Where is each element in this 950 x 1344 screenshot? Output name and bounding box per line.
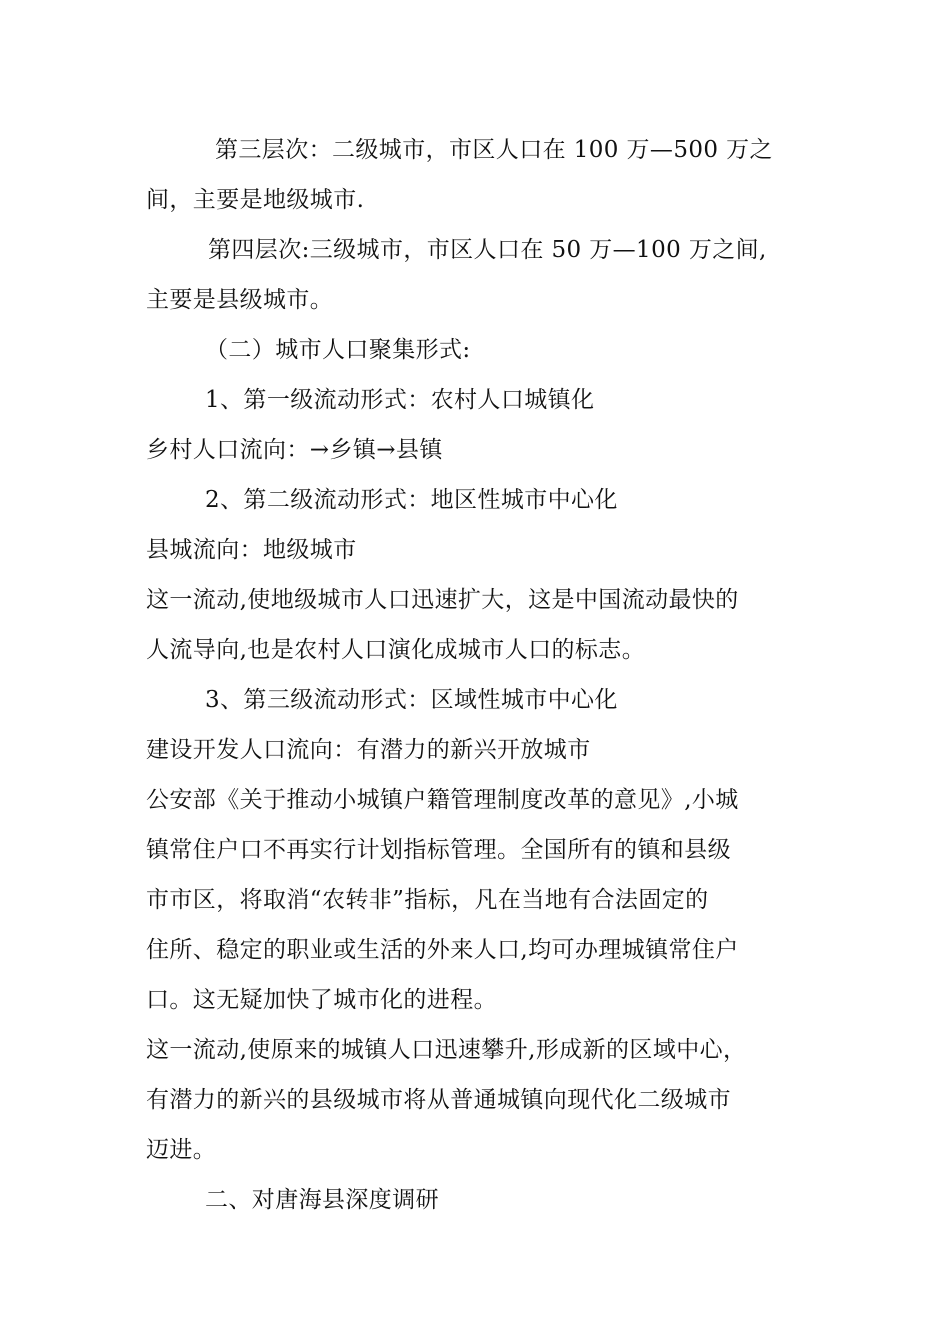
text-line: 这一流动,使地级城市人口迅速扩大，这是中国流动最快的 xyxy=(146,587,739,613)
text-line: 2、第二级流动形式：地区性城市中心化 xyxy=(205,487,618,513)
text-line: 公安部《关于推动小城镇户籍管理制度改革的意见》,小城 xyxy=(146,787,739,813)
text-line: 住所、稳定的职业或生活的外来人口,均可办理城镇常住户 xyxy=(146,937,739,963)
text-line: 迈进。 xyxy=(146,1137,217,1163)
text-line: 县城流向：地级城市 xyxy=(146,537,357,563)
text-line: 间，主要是地级城市. xyxy=(146,187,365,213)
text-line: 人流导向,也是农村人口演化成城市人口的标志。 xyxy=(146,637,646,663)
text-line: 镇常住户口不再实行计划指标管理。全国所有的镇和县级 xyxy=(146,837,731,863)
text-line: 主要是县级城市。 xyxy=(146,287,334,313)
text-line: 第三层次：二级城市，市区人口在 100 万—500 万之 xyxy=(215,137,773,163)
text-line: 建设开发人口流向：有潜力的新兴开放城市 xyxy=(146,737,591,763)
text-line: 这一流动,使原来的城镇人口迅速攀升,形成新的区域中心， xyxy=(146,1037,747,1063)
text-line: 1、第一级流动形式：农村人口城镇化 xyxy=(205,387,595,413)
text-line: 乡村人口流向：→乡镇→县镇 xyxy=(146,437,443,463)
section-heading: （二）城市人口聚集形式: xyxy=(205,337,471,363)
text-line: 3、第三级流动形式：区域性城市中心化 xyxy=(205,687,618,713)
text-line: 有潜力的新兴的县级城市将从普通城镇向现代化二级城市 xyxy=(146,1087,731,1113)
text-line: 口。这无疑加快了城市化的进程。 xyxy=(146,987,497,1013)
section-heading: 二、对唐海县深度调研 xyxy=(205,1187,439,1213)
text-line: 第四层次:三级城市，市区人口在 50 万—100 万之间, xyxy=(208,237,767,263)
text-line: 市市区，将取消“农转非”指标，凡在当地有合法固定的 xyxy=(146,887,709,913)
